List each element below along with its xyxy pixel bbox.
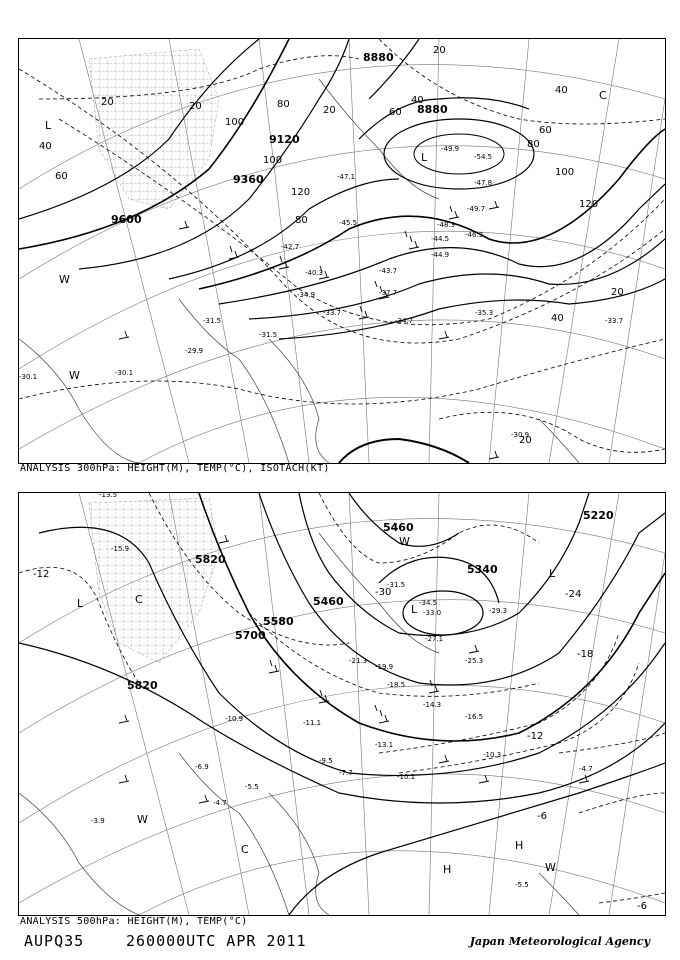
temp-label: -16.5 [465,713,484,721]
temp-label: -44.5 [431,235,450,243]
isotherm-label: -24 [565,589,582,600]
height-label: 9360 [233,173,264,186]
isotach-label: 80 [277,99,290,110]
temp-label: -44.9 [431,251,450,259]
map-300hpa [18,38,666,464]
temp-label: -14.3 [423,701,442,709]
temp-label: -29.3 [489,607,508,615]
temp-label: -37.7 [379,289,398,297]
isotach-label: 60 [539,125,552,136]
symbol-cold: C [599,89,607,102]
temp-label: -30.1 [19,373,38,381]
height-label: 5820 [195,553,226,566]
temp-label: -27.1 [425,635,444,643]
temp-label: -34.5 [419,599,438,607]
height-label: 8880 [417,103,448,116]
temp-label: -49.9 [441,145,460,153]
isotach-label: 80 [527,139,540,150]
temp-label: -13.5 [99,493,118,499]
isotach-label: 100 [555,167,575,178]
temp-label: -21.3 [349,657,368,665]
isotach-label: 40 [39,141,52,152]
temp-label: -43.7 [379,267,398,275]
temp-label: -3.9 [91,817,105,825]
temp-label: -31.5 [259,331,278,339]
isotach-label: 120 [579,199,599,210]
temp-label: -31.5 [387,581,406,589]
isotach-label: 100 [225,117,245,128]
height-label: 5340 [467,563,498,576]
isotherm-label: -6 [637,901,647,912]
temp-label: -11.1 [303,719,322,727]
height-label: 5820 [127,679,158,692]
symbol-cold: C [135,593,143,606]
temp-label: -49.7 [467,205,486,213]
map-500hpa [18,492,666,916]
isotach-label: 20 [101,97,114,108]
isotach-label: 80 [295,215,308,226]
temp-label: -13.1 [375,741,394,749]
temp-label: -46.3 [465,231,484,239]
symbol-low: L [45,119,52,132]
temp-label: -31.5 [203,317,222,325]
isotach-label: 20 [189,101,202,112]
isotach-label: 20 [433,45,446,56]
isotherm-label: -12 [33,569,50,580]
isotach-label: 40 [555,85,568,96]
height-label: 5700 [235,629,266,642]
symbol-warm: W [69,369,80,382]
temp-label: -33.7 [605,317,624,325]
temp-label: -10.3 [483,751,502,759]
chart-code: AUPQ35 [24,932,85,950]
symbol-low: L [77,597,84,610]
height-label: 5460 [383,521,414,534]
isotach-label: 60 [55,171,68,182]
isotach-label: 20 [519,435,532,446]
symbol-low: L [421,151,428,164]
height-label: 5580 [263,615,294,628]
isotach-label: 100 [263,155,283,166]
temp-label: -48.3 [437,221,456,229]
isotach-label: 20 [611,287,624,298]
temp-label: -29.9 [185,347,204,355]
temp-label: -34.9 [297,291,316,299]
map-300hpa-canvas [19,39,665,463]
symbol-warm: W [545,861,556,874]
terrain-hatch [89,498,219,663]
isotherm-label: -18 [577,649,594,660]
caption-300hpa: ANALYSIS 300hPa: HEIGHT(M), TEMP(°C), ISOTACH(KT) [20,463,330,474]
isotherm-label: -6 [537,811,547,822]
symbol-high: H [515,839,524,852]
terrain-hatch [89,49,219,209]
temp-label: -4.7 [213,799,227,807]
temp-label: -47.8 [474,179,493,187]
temp-label: -10.1 [397,773,416,781]
temp-label: -6.9 [195,763,209,771]
isotherm-label: -12 [527,731,544,742]
temp-label: -15.9 [111,545,130,553]
temp-label: -34.7 [395,317,414,325]
symbol-warm: W [59,273,70,286]
symbol-low: L [549,567,556,580]
valid-time: 260000UTC APR 2011 [126,932,307,950]
isotach-label: 40 [411,95,424,106]
temp-label: -5.5 [515,881,529,889]
symbol-cold: C [241,843,249,856]
temp-label: -19.9 [375,663,394,671]
temp-label: -40.3 [305,269,324,277]
temp-label: -25.3 [465,657,484,665]
agency-credit: Japan Meteorological Agency [469,935,650,948]
temperature-labels [19,145,623,439]
height-label: 5460 [313,595,344,608]
temp-label: -9.5 [319,757,333,765]
temp-label: -54.5 [474,153,493,161]
temp-label: -45.5 [339,219,358,227]
isotach-label: 40 [551,313,564,324]
temp-label: -10.9 [225,715,244,723]
temp-label: -30.9 [511,431,530,439]
temp-label: -30.1 [115,369,134,377]
symbol-warm: W [137,813,148,826]
height-label: 5220 [583,509,614,522]
temp-label: -33.0 [423,609,442,617]
temp-label: -42.7 [281,243,300,251]
isotach-label: 120 [291,187,311,198]
isotach-label: 60 [389,107,402,118]
temp-label: -35.3 [475,309,494,317]
height-label: 8880 [363,51,394,64]
height-label: 9120 [269,133,300,146]
temp-label: -33.7 [323,309,342,317]
caption-500hpa: ANALYSIS 500hPa: HEIGHT(M), TEMP(°C) [20,916,248,927]
symbol-high: H [443,863,452,876]
temp-label: -4.7 [579,765,593,773]
symbol-low: L [411,603,418,616]
map-500hpa-canvas [19,493,665,915]
symbol-warm: W [399,535,410,548]
isotherm-label: -30 [375,587,392,598]
height-label: 9600 [111,213,142,226]
temp-label: -18.5 [387,681,406,689]
temp-label: -7.7 [339,769,353,777]
isotach-label: 20 [323,105,336,116]
temp-label: -47.1 [337,173,356,181]
temp-label: -5.5 [245,783,259,791]
